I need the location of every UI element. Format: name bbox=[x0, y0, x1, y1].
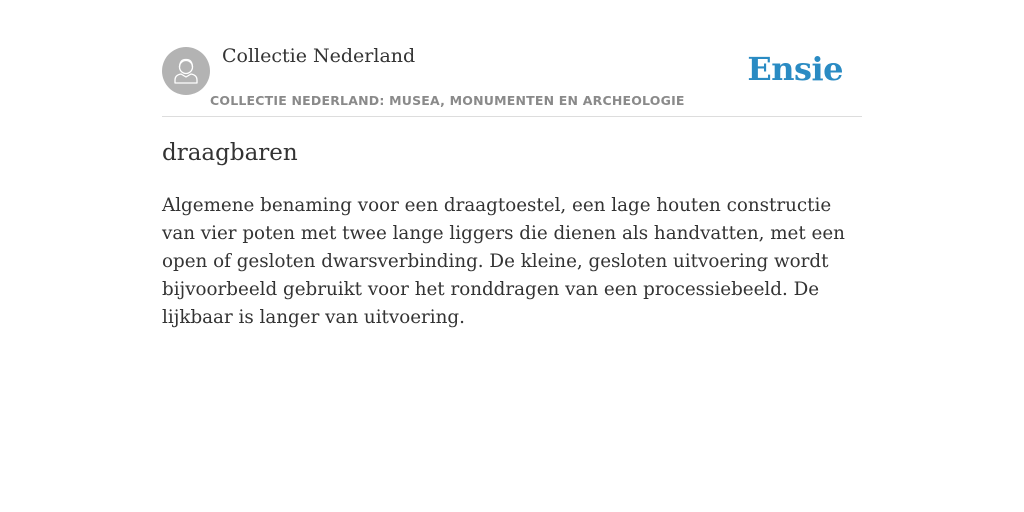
entry-card bbox=[162, 0, 862, 328]
page-title: draagbaren bbox=[162, 140, 298, 166]
ensie-logo[interactable]: Ensie bbox=[747, 50, 843, 88]
entry-header bbox=[162, 0, 862, 117]
definition-text: Algemene benaming voor een draagtoestel, een lage houten constructie van vier poten met twee lange liggers die dienen als handvatten, met een open of gesloten dwarsverbinding. De kleine, gesloten uitvoering wordt bijvoorbeeld gebruikt voor het ronddragen van een processiebeeld. De lijkbaar is langer van uitvoering. bbox=[162, 195, 845, 328]
user-icon bbox=[162, 47, 210, 95]
avatar[interactable] bbox=[162, 47, 210, 95]
author-subtitle: COLLECTIE NEDERLAND: MUSEA, MONUMENTEN EN ARCHEOLOGIE bbox=[210, 93, 685, 108]
author-name[interactable]: Collectie Nederland bbox=[222, 45, 416, 67]
